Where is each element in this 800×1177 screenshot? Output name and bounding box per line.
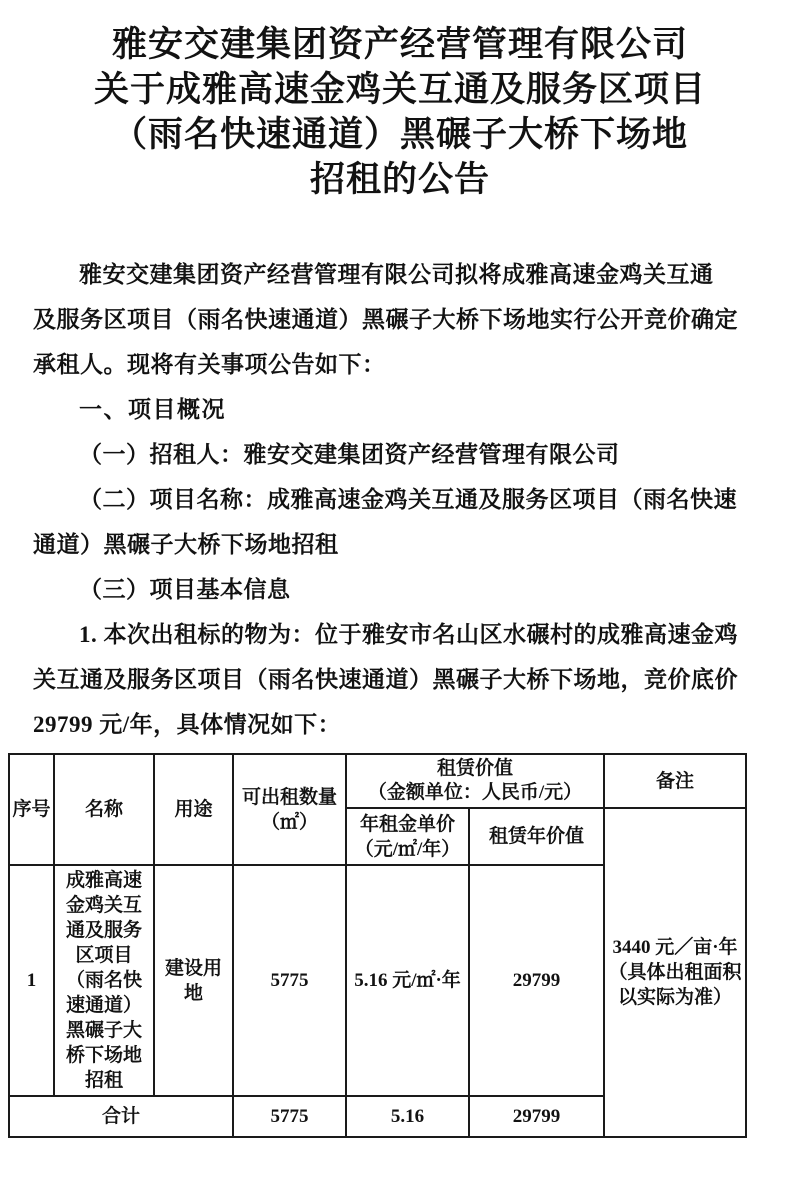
rental-value-title: 租赁价值 xyxy=(436,758,513,779)
body-line: 承租人。现将有关事项公告如下： xyxy=(33,352,386,377)
col-header-rental-value xyxy=(346,754,604,808)
body-line: 通道）黑碾子大桥下场地招租 xyxy=(33,532,339,557)
col-header-name: 名称 xyxy=(54,754,154,865)
total-annual-value: 29799 xyxy=(469,1096,604,1137)
document-title xyxy=(0,0,800,202)
cell-name: 成雅高速金鸡关互通及服务区项目（雨名快速通道）黑碾子大桥下场地招租 xyxy=(54,865,154,1096)
body-line: 一、项目概况 xyxy=(79,396,226,422)
col-header-usage: 用途 xyxy=(154,754,233,865)
document-body xyxy=(33,252,750,747)
title-line: （雨名快速通道）黑碾子大桥下场地 xyxy=(111,115,688,154)
cell-annual-value: 29799 xyxy=(469,865,604,1096)
table-header-row-1 xyxy=(9,754,746,808)
col-header-quantity: 可出租数量（㎡） xyxy=(233,754,346,865)
col-header-unit-price: 年租金单价（元/㎡/年） xyxy=(346,808,469,865)
col-header-remark: 备注 xyxy=(604,754,746,808)
body-line: （二）项目名称：成雅高速金鸡关互通及服务区项目（雨名快速 xyxy=(79,487,737,512)
body-line: 关互通及服务区项目（雨名快速通道）黑碾子大桥下场地，竞价底价 xyxy=(33,667,738,692)
col-header-annual-value: 租赁年价值 xyxy=(469,808,604,865)
body-line: 及服务区项目（雨名快速通道）黑碾子大桥下场地实行公开竞价确定 xyxy=(33,307,738,332)
cell-usage: 建设用地 xyxy=(154,865,233,1096)
title-line: 招租的公告 xyxy=(309,160,490,199)
remark-cell: 3440 元／亩·年（具体出租面积以实际为准） xyxy=(604,808,746,1137)
cell-unit-price: 5.16 元/㎡·年 xyxy=(346,865,469,1096)
col-header-seq: 序号 xyxy=(9,754,54,865)
body-line: 1. 本次出租标的物为：位于雅安市名山区水碾村的成雅高速金鸡 xyxy=(79,622,738,647)
total-unit-price: 5.16 xyxy=(346,1096,469,1137)
title-line: 关于成雅高速金鸡关互通及服务区项目 xyxy=(93,70,706,109)
body-line: （一）招租人：雅安交建集团资产经营管理有限公司 xyxy=(79,442,620,467)
body-line: （三）项目基本信息 xyxy=(79,577,291,602)
total-label: 合计 xyxy=(9,1096,233,1137)
body-line: 雅安交建集团资产经营管理有限公司拟将成雅高速金鸡关互通 xyxy=(79,262,714,287)
title-line: 雅安交建集团资产经营管理有限公司 xyxy=(111,25,688,64)
total-quantity: 5775 xyxy=(233,1096,346,1137)
cell-seq: 1 xyxy=(9,865,54,1096)
body-line: 29799 元/年，具体情况如下： xyxy=(33,712,342,737)
cell-quantity: 5775 xyxy=(233,865,346,1096)
rental-info-table xyxy=(8,753,747,1138)
rental-value-unit: （金额单位：人民币/元） xyxy=(367,782,583,803)
